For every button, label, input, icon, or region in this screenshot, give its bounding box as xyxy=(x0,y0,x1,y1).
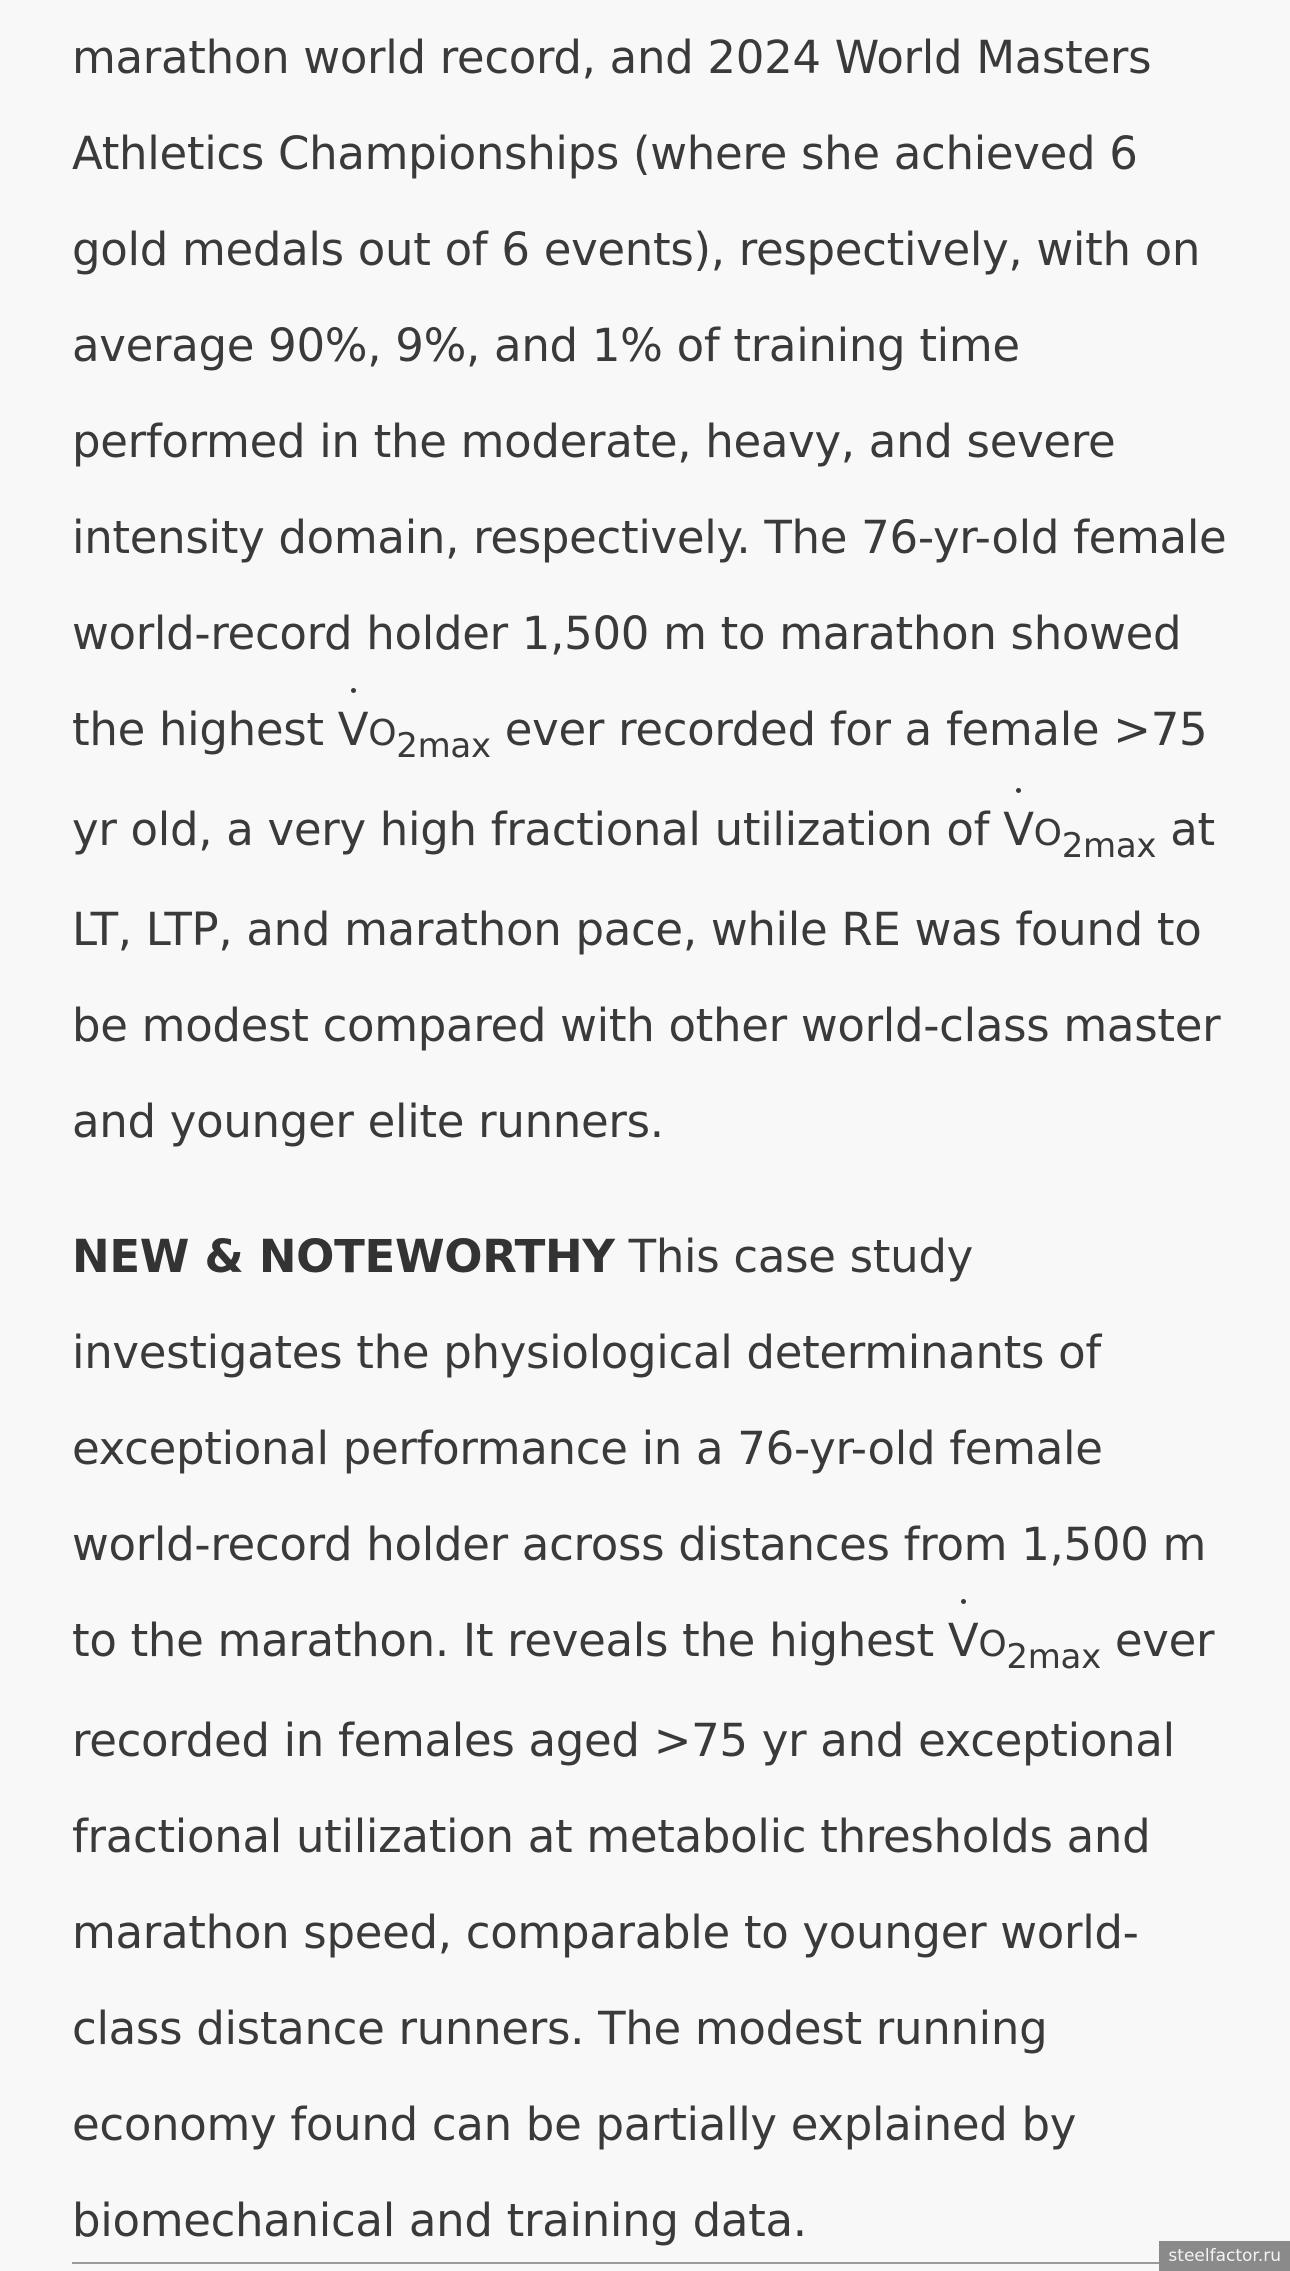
text-line: Athletics Championships (where she achieved 6 xyxy=(72,127,1138,180)
text-fragment: ever xyxy=(1100,1614,1215,1667)
text-line: average 90%, 9%, and 1% of training time xyxy=(72,319,1020,372)
vo2max-symbol xyxy=(947,1614,1101,1677)
text-line: LT, LTP, and marathon pace, while RE was found to xyxy=(72,903,1202,956)
text-line xyxy=(72,1593,1214,1693)
section-divider xyxy=(72,2262,1172,2264)
watermark: steelfactor.ru xyxy=(1159,2241,1290,2271)
text-line: class distance runners. The modest running xyxy=(72,2002,1048,2055)
text-line: biomechanical and training data. xyxy=(72,2194,807,2247)
text-line: economy found can be partially explained by xyxy=(72,2098,1077,2151)
vo2max-o: O xyxy=(978,1624,1007,1665)
vo2max-subscript: 2max xyxy=(396,726,491,766)
vo2max-o: O xyxy=(1033,813,1062,854)
text-fragment: yr old, a very high fractional utilization of xyxy=(72,803,1004,856)
vo2max-symbol xyxy=(1003,803,1157,866)
abstract-paragraph xyxy=(72,10,1226,1170)
new-and-noteworthy-paragraph xyxy=(72,1209,1214,2269)
text-line: fractional utilization at metabolic thresholds and xyxy=(72,1810,1151,1863)
text-fragment: ever recorded for a female >75 xyxy=(490,703,1208,756)
text-line: be modest compared with other world-class master xyxy=(72,999,1221,1052)
text-line: intensity domain, respectively. The 76-yr-old female xyxy=(72,511,1227,564)
text-line: recorded in females aged >75 yr and exceptional xyxy=(72,1714,1175,1767)
vo2max-subscript: 2max xyxy=(1006,1637,1101,1677)
text-fragment: to the marathon. It reveals the highest xyxy=(72,1614,948,1667)
text-line: investigates the physiological determinants of xyxy=(72,1326,1101,1379)
vo2max-symbol xyxy=(337,703,491,766)
text-fragment: the highest xyxy=(72,703,338,756)
text-line xyxy=(72,682,1226,782)
text-line: world-record holder across distances from 1,500 m xyxy=(72,1518,1207,1571)
vo2max-v: V xyxy=(338,682,368,778)
text-line: and younger elite runners. xyxy=(72,1095,664,1148)
vo2max-subscript: 2max xyxy=(1061,826,1157,866)
vo2max-v: V xyxy=(948,1593,978,1689)
new-and-noteworthy-label: NEW & NOTEWORTHY xyxy=(72,1230,615,1283)
vo2max-v: V xyxy=(1003,782,1033,878)
text-fragment: at xyxy=(1156,803,1215,856)
vo2max-o: O xyxy=(368,713,397,754)
text-line: marathon world record, and 2024 World Masters xyxy=(72,31,1152,84)
text-line: performed in the moderate, heavy, and severe xyxy=(72,415,1116,468)
text-line xyxy=(72,782,1226,882)
text-fragment: This case study xyxy=(614,1230,973,1283)
text-line: marathon speed, comparable to younger world- xyxy=(72,1906,1139,1959)
text-line: exceptional performance in a 76-yr-old female xyxy=(72,1422,1103,1475)
text-line: gold medals out of 6 events), respectively, with on xyxy=(72,223,1201,276)
text-line xyxy=(72,1209,1214,1305)
text-line: world-record holder 1,500 m to marathon showed xyxy=(72,607,1182,660)
